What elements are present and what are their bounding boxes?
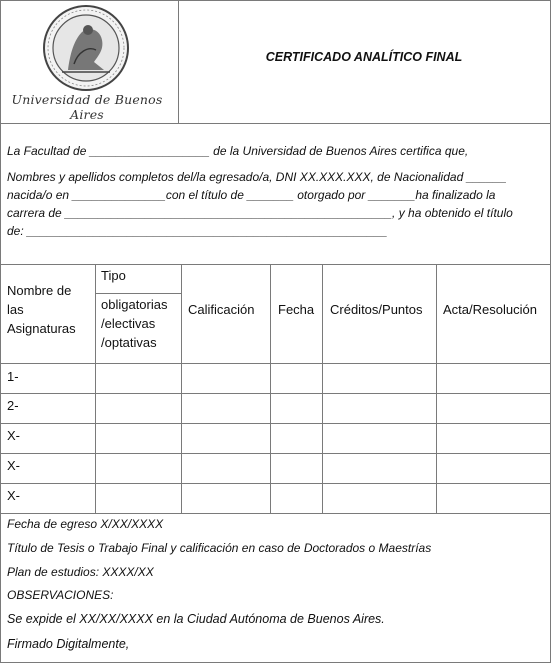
- page-title: CERTIFICADO ANALÍTICO FINAL: [265, 50, 463, 64]
- col-header-tipo-sub: [101, 295, 181, 352]
- col-divider-5: [436, 264, 437, 513]
- expide-line: Se expide el XX/XX/XXXX en la Ciudad Autónoma de Buenos Aires.: [7, 612, 385, 626]
- col-header-calificacion: Calificación: [188, 302, 255, 317]
- table-row-label: X-: [7, 458, 20, 473]
- table-header-bottom-rule: [0, 363, 551, 364]
- table-row-label: 2-: [7, 398, 19, 413]
- fecha-egreso: Fecha de egreso X/XX/XXXX: [7, 517, 164, 531]
- col-divider-3: [270, 264, 271, 513]
- table-bottom-rule: [0, 513, 551, 514]
- table-row-label: 1-: [7, 369, 19, 384]
- row-rule-2: [0, 423, 551, 424]
- col-divider-2: [181, 264, 182, 513]
- tipo-sub-line3: /optativas: [101, 335, 157, 350]
- plan-estudios: Plan de estudios: XXXX/XX: [7, 565, 154, 579]
- col-header-nombre: [7, 281, 93, 338]
- col-divider-1: [95, 264, 96, 513]
- tesis-line: Título de Tesis o Trabajo Final y calificación en caso de Doctorados o Maestrías: [7, 541, 432, 555]
- observaciones-label: OBSERVACIONES:: [7, 588, 114, 602]
- seal-image: [4, 4, 170, 94]
- table-row-label: X-: [7, 488, 20, 503]
- tipo-sub-rule: [95, 293, 181, 294]
- intro-line-2: Nombres y apellidos completos del/la egresado/a, DNI XX.XXX.XXX, de Nacionalidad ______: [7, 170, 507, 184]
- col-header-nombre-line2: las: [7, 302, 24, 317]
- firmado-line: Firmado Digitalmente,: [7, 637, 130, 651]
- header-bottom-rule: [0, 123, 551, 124]
- col-divider-4: [322, 264, 323, 513]
- col-header-fecha: Fecha: [278, 302, 315, 317]
- row-rule-4: [0, 483, 551, 484]
- intro-line-5: de: ______________________________________________________: [7, 224, 388, 238]
- col-header-creditos: Créditos/Puntos: [330, 302, 423, 317]
- col-header-nombre-line1: Nombre de: [7, 283, 72, 298]
- table-row-label: X-: [7, 428, 20, 443]
- intro-line-3: nacida/o en ______________con el título de _______ otorgado por _______ha finalizado la: [7, 188, 496, 202]
- logo-text: Universidad de Buenos Aires: [11, 92, 163, 122]
- col-header-acta: Acta/Resolución: [443, 302, 537, 317]
- col-header-tipo: Tipo: [101, 268, 126, 283]
- table-top-rule: [0, 264, 551, 265]
- col-header-nombre-line3: Asignaturas: [7, 321, 76, 336]
- row-rule-3: [0, 453, 551, 454]
- row-rule-1: [0, 393, 551, 394]
- tipo-sub-line1: obligatorias: [101, 297, 168, 312]
- intro-line-1: La Facultad de __________________ de la Universidad de Buenos Aires certifica que,: [7, 144, 469, 158]
- tipo-sub-line2: /electivas: [101, 316, 156, 331]
- intro-line-4: carrera de _________________________________________________, y ha obtenido el título: [7, 206, 513, 220]
- university-logo: [4, 4, 170, 122]
